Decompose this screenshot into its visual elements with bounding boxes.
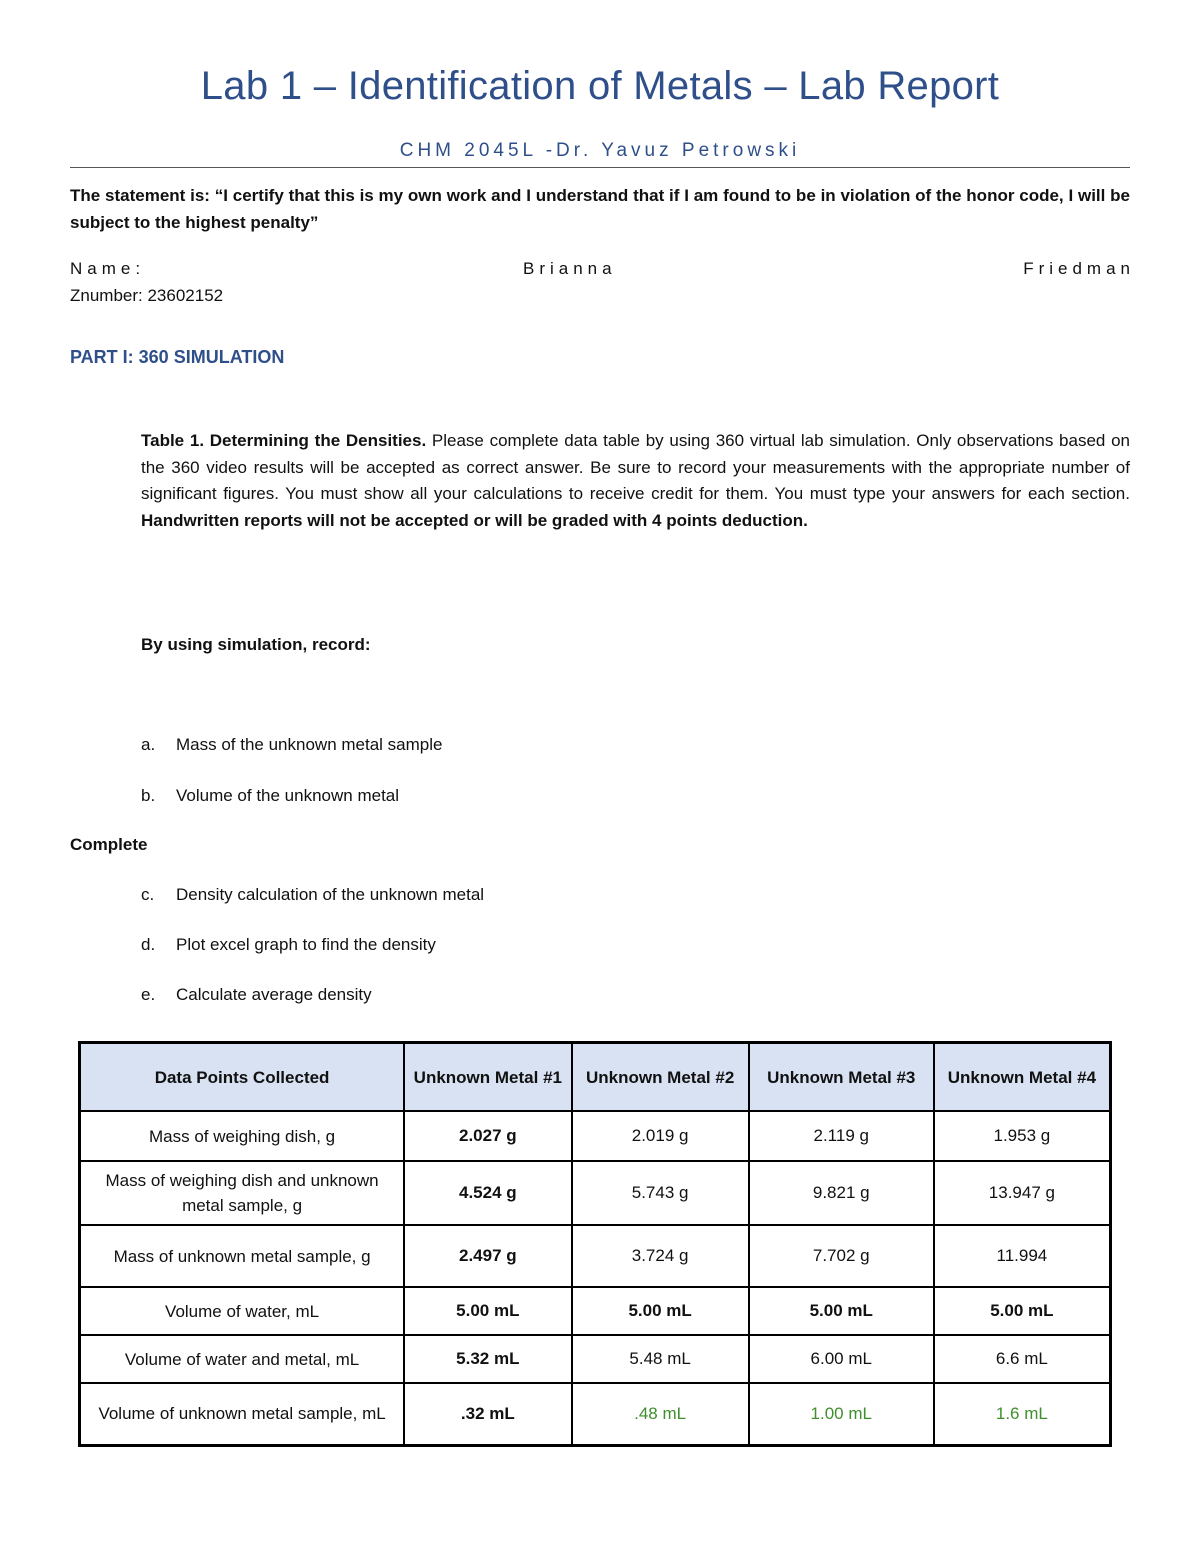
row-label: Volume of unknown metal sample, mL	[80, 1383, 405, 1445]
table-cell: 13.947 g	[934, 1161, 1111, 1225]
last-name: Friedman	[1023, 259, 1135, 278]
table-header-row	[80, 1043, 1111, 1112]
list-text: Volume of the unknown metal	[176, 786, 400, 805]
table-cell: 1.953 g	[934, 1111, 1111, 1161]
table-cell: 7.702 g	[749, 1225, 934, 1287]
densities-data-table	[78, 1041, 1112, 1447]
table-cell: 5.00 mL	[572, 1287, 749, 1335]
list-text: Plot excel graph to find the density	[176, 935, 436, 954]
table-cell: 5.00 mL	[404, 1287, 571, 1335]
table-cell: 1.00 mL	[749, 1383, 934, 1445]
row-label: Mass of weighing dish, g	[80, 1111, 405, 1161]
table-cell: 2.027 g	[404, 1111, 571, 1161]
table-cell: 9.821 g	[749, 1161, 934, 1225]
table-description-lead: Table 1. Determining the Densities.	[141, 431, 427, 450]
column-header: Unknown Metal #1	[404, 1043, 571, 1112]
list-text: Density calculation of the unknown metal	[176, 885, 485, 904]
list-marker: a.	[141, 735, 156, 754]
complete-heading: Complete	[70, 835, 148, 854]
table-row	[80, 1335, 1111, 1383]
column-header: Unknown Metal #2	[572, 1043, 749, 1112]
table-row	[80, 1383, 1111, 1445]
table-cell: 6.6 mL	[934, 1335, 1111, 1383]
table-cell: 2.119 g	[749, 1111, 934, 1161]
table-cell: 6.00 mL	[749, 1335, 934, 1383]
list-marker: b.	[141, 786, 156, 805]
column-header: Unknown Metal #3	[749, 1043, 934, 1112]
table-cell: 3.724 g	[572, 1225, 749, 1287]
table-cell: .48 mL	[572, 1383, 749, 1445]
header-divider	[70, 167, 1130, 168]
list-marker: e.	[141, 985, 156, 1004]
table-cell: 11.994	[934, 1225, 1111, 1287]
honor-statement: The statement is: “I certify that this is my own work and I understand that if I am found to be in violation of the honor code, I will be subject to the highest penalty”	[70, 186, 1130, 232]
list-marker: c.	[141, 885, 155, 904]
row-label: Mass of weighing dish and unknown metal sample, g	[80, 1161, 405, 1225]
row-label: Volume of water, mL	[80, 1287, 405, 1335]
table-cell: .32 mL	[404, 1383, 571, 1445]
znumber: Znumber: 23602152	[70, 286, 224, 305]
table-cell: 2.019 g	[572, 1111, 749, 1161]
course-subtitle: CHM 2045L -Dr. Yavuz Petrowski	[399, 140, 801, 161]
table-row	[80, 1287, 1111, 1335]
table-cell: 4.524 g	[404, 1161, 571, 1225]
table-cell: 5.743 g	[572, 1161, 749, 1225]
first-name: Brianna	[523, 259, 617, 278]
table-row	[80, 1225, 1111, 1287]
part-heading: PART I: 360 SIMULATION	[70, 347, 285, 367]
table-description	[141, 428, 1130, 534]
list-text: Mass of the unknown metal sample	[176, 735, 443, 754]
page-title: Lab 1 – Identification of Metals – Lab Report	[200, 64, 1000, 108]
table-cell: 5.00 mL	[749, 1287, 934, 1335]
row-label: Volume of water and metal, mL	[80, 1335, 405, 1383]
table-row	[80, 1161, 1111, 1225]
table-row	[80, 1111, 1111, 1161]
column-header: Data Points Collected	[80, 1043, 405, 1112]
list-marker: d.	[141, 935, 156, 954]
table-cell: 2.497 g	[404, 1225, 571, 1287]
table-cell: 5.32 mL	[404, 1335, 571, 1383]
record-heading: By using simulation, record:	[141, 635, 371, 654]
table-cell: 5.00 mL	[934, 1287, 1111, 1335]
name-label: Name:	[70, 259, 146, 278]
table-cell: 5.48 mL	[572, 1335, 749, 1383]
table-cell: 1.6 mL	[934, 1383, 1111, 1445]
table-description-body: Please complete data table by using 360 virtual lab simulation. Only observations based on the 360 video results will be accepted as correct answer. Be sure to record your measurements with the appropriate number of significant figures. You must show all your calculations to receive credit for them. You must type your answers for each section.	[141, 431, 1130, 503]
row-label: Mass of unknown metal sample, g	[80, 1225, 405, 1287]
list-text: Calculate average density	[176, 985, 372, 1004]
table-description-warning: Handwritten reports will not be accepted or will be graded with 4 points deduction.	[141, 510, 808, 530]
column-header: Unknown Metal #4	[934, 1043, 1111, 1112]
